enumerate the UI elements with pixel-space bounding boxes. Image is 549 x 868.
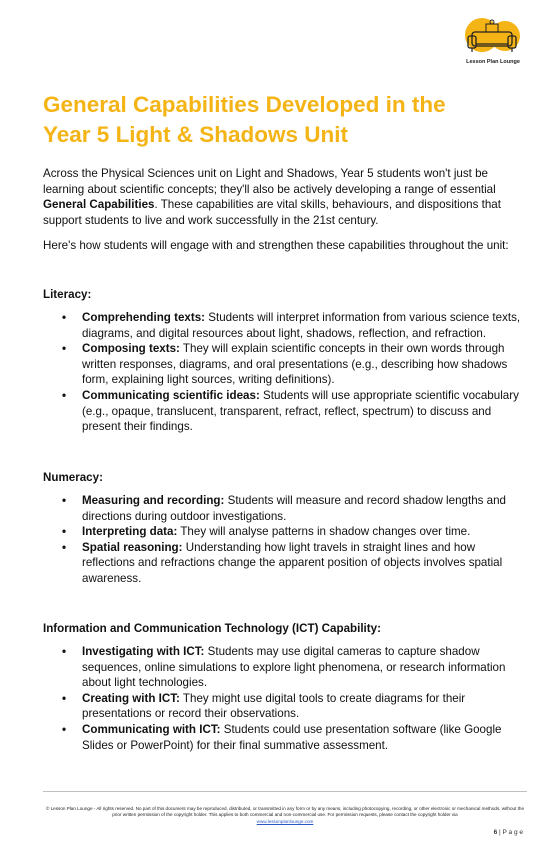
item-term: Comprehending texts: <box>82 311 206 324</box>
section-heading-numeracy: Numeracy: <box>43 471 103 484</box>
item-text: Students will interpret information from various science texts, diagrams, and digital resources about light, shadows, reflection, and refraction. <box>82 311 521 340</box>
intro-paragraph-2: Here's how students will engage with and strengthen these capabilities throughout the unit: <box>43 239 509 252</box>
page-number-value: 6 <box>493 829 498 836</box>
logo <box>458 18 528 76</box>
item-term: Creating with ICT: <box>82 691 180 705</box>
list-item <box>82 310 527 341</box>
page-title <box>43 90 523 150</box>
numeracy-list <box>82 493 527 587</box>
ict-list <box>82 644 527 753</box>
intro-paragraph <box>43 166 523 228</box>
page-label: | P a g e <box>499 829 523 836</box>
item-text: They will analyse patterns in shadow changes over time. <box>177 525 471 539</box>
item-term: Communicating scientific ideas: <box>82 388 260 402</box>
section-heading-ict: Information and Communication Technology (ICT) Capability: <box>43 622 381 635</box>
logo-text: Lesson Plan Lounge <box>466 59 520 65</box>
item-term: Investigating with ICT: <box>82 645 205 658</box>
intro-bold-term: General Capabilities <box>43 198 155 212</box>
intro-text-start: Across the Physical Sciences unit on Light and Shadows, Year 5 students won't just be learning about scientific concepts; they'll also be actively developing a range of essential <box>43 167 496 196</box>
item-term: Measuring and recording: <box>82 494 225 507</box>
list-item <box>82 524 527 540</box>
website-link[interactable]: www.lessonplanlounge.com <box>256 818 314 824</box>
list-item <box>82 540 527 587</box>
item-term: Communicating with ICT: <box>82 722 221 736</box>
item-text: They will explain scientific concepts in their own words through written responses, diagrams, and oral presentations (e.g., describing how shadows form, explaining light sources, writing definitions). <box>82 342 508 387</box>
list-item <box>82 388 527 435</box>
copyright-text: © Lesson Plan Lounge - All rights reserved. No part of this document may be reproduced, distributed, or transmitted in any form or by any means, including photocopying, recording, or other electronic or mechanical methods, without the prior written permission of the copyright holder. This applies to both commercial and non-commercial use. For permission requests, please contact the copyright holder via <box>45 806 525 818</box>
list-item <box>82 722 527 753</box>
footer-divider <box>43 791 527 792</box>
item-term: Interpreting data: <box>82 525 178 539</box>
title-line-1: General Capabilities Developed in the <box>43 92 446 117</box>
item-term: Composing texts: <box>82 342 180 356</box>
armchair-logo-icon <box>458 18 528 58</box>
item-text: Students could use presentation software (like Google Slides or PowerPoint) for their final summative assessment. <box>82 722 502 752</box>
item-term: Spatial reasoning: <box>82 540 183 554</box>
list-item <box>82 493 527 524</box>
item-text: Students will use appropriate scientific vocabulary (e.g., opaque, translucent, transparent, refract, reflect, spectrum) to discuss and present their findings. <box>82 388 519 434</box>
list-item <box>82 341 527 388</box>
item-text: They might use digital tools to create diagrams for their presentations or record their observations. <box>82 691 466 721</box>
literacy-list <box>82 310 527 435</box>
list-item <box>82 644 527 691</box>
item-text: Understanding how light travels in straight lines and how reflections and refractions change the apparent position of objects involves spatial awareness. <box>82 540 503 585</box>
footer-copyright <box>43 806 527 825</box>
title-line-2: Year 5 Light & Shadows Unit <box>43 122 349 147</box>
page-number <box>494 829 523 836</box>
item-text: Students may use digital cameras to capture shadow sequences, online simulations to explore light phenomena, or research information about light technologies. <box>82 645 506 690</box>
item-text: Students will measure and record shadow lengths and directions during outdoor investigations. <box>82 494 507 523</box>
list-item <box>82 691 527 722</box>
section-heading-literacy: Literacy: <box>43 288 92 301</box>
intro-text-end: . These capabilities are vital skills, behaviours, and dispositions that support students to live and work successfully in the 21st century. <box>43 198 501 227</box>
